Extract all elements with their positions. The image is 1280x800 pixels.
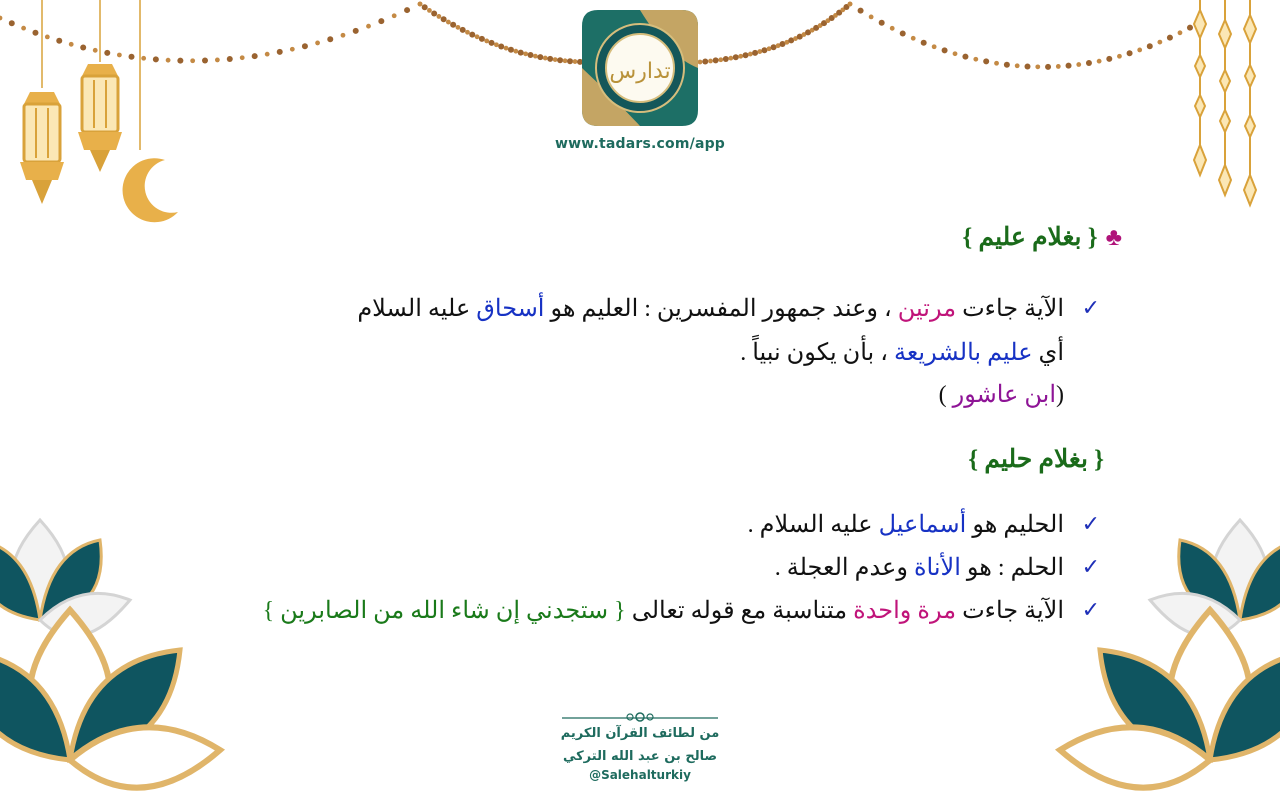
garland-bead xyxy=(45,35,50,40)
garland-bead xyxy=(869,15,874,20)
garland-bead xyxy=(418,2,423,7)
checkmark-icon: ✓ xyxy=(1081,512,1100,537)
garland-bead xyxy=(911,36,916,41)
garland-bead xyxy=(427,8,432,13)
section2-point-1 xyxy=(747,510,1100,539)
section1-point-1 xyxy=(357,294,1100,323)
website-url[interactable]: www.tadars.com/app xyxy=(554,136,726,152)
section1-heading-text: { بغلام عليم } xyxy=(962,224,1098,251)
garland-bead xyxy=(202,58,208,64)
checkmark-icon: ✓ xyxy=(1081,296,1100,321)
text: الآية جاءت xyxy=(956,296,1064,322)
garland-bead xyxy=(761,47,767,53)
garland-bead xyxy=(441,16,447,22)
quran-verse: { ستجدني إن شاء الله من الصابرين } xyxy=(262,598,626,624)
garland-bead xyxy=(315,41,320,46)
highlight-twice: مرتين xyxy=(897,296,957,322)
text: ، بأن يكون نبياً . xyxy=(740,340,894,366)
section2-heading: { بغلام حليم } xyxy=(968,446,1104,473)
garland-bead xyxy=(327,36,333,42)
garland-bead xyxy=(1187,25,1193,31)
garland-bead xyxy=(479,36,485,42)
highlight-anah: الأناة xyxy=(913,555,961,581)
checkmark-icon: ✓ xyxy=(1081,598,1100,623)
garland-bead xyxy=(718,57,723,62)
garland-bead xyxy=(240,55,245,60)
garland-bead xyxy=(1127,50,1133,56)
section2-point-3 xyxy=(262,596,1100,625)
garland-bead xyxy=(341,33,346,38)
section2-point-2 xyxy=(774,553,1100,582)
garland-bead xyxy=(533,54,538,59)
garland-bead xyxy=(56,38,62,44)
flower-ornament-bottom-left xyxy=(0,520,220,788)
section1-heading xyxy=(962,222,1122,252)
garland-bead xyxy=(1167,35,1173,41)
checkmark-icon: ✓ xyxy=(1081,555,1100,580)
footer-series-title: من لطائف القرآن الكريم xyxy=(560,726,720,741)
text: الحليم هو xyxy=(966,512,1064,538)
source-name: ابن عاشور xyxy=(952,382,1056,408)
garland-bead xyxy=(543,56,548,61)
garland-bead xyxy=(190,58,195,63)
garland-bead xyxy=(547,56,553,62)
garland-bead xyxy=(1106,56,1112,62)
garland-bead xyxy=(141,56,146,61)
garland-bead xyxy=(567,58,573,64)
garland-bead xyxy=(557,57,563,63)
garland-bead xyxy=(848,2,853,7)
garland-bead xyxy=(177,58,183,64)
garland-bead xyxy=(953,51,958,56)
paren-open: ( xyxy=(1056,382,1064,408)
garland-bead xyxy=(1147,43,1153,49)
app-logo[interactable] xyxy=(578,6,702,130)
text: وعدم العجلة . xyxy=(774,555,914,581)
garland-bead xyxy=(277,49,283,55)
garland-left xyxy=(0,8,432,65)
garland-bead xyxy=(1015,63,1020,68)
section1-source xyxy=(939,380,1064,409)
garland-bead xyxy=(117,53,122,58)
garland-bead xyxy=(252,53,258,59)
garland-bead xyxy=(460,27,466,33)
garland-bead xyxy=(378,18,384,24)
garland-bead xyxy=(422,4,428,10)
text: ، وعند جمهور المفسرين : العليم هو xyxy=(544,296,898,322)
footer-handle[interactable]: @Salehalturkiy xyxy=(589,768,691,782)
garland-bead xyxy=(890,26,895,31)
garland-bead xyxy=(508,47,514,53)
garland-bead xyxy=(563,58,568,63)
garland-bead xyxy=(80,44,86,50)
garland-bead xyxy=(450,22,456,28)
highlight-ishaq: أسحاق xyxy=(476,296,545,322)
garland-bead xyxy=(302,43,308,49)
garland-bead xyxy=(733,54,739,60)
club-suit-icon: ♣ xyxy=(1105,224,1122,251)
text: الآية جاءت xyxy=(956,598,1064,624)
garland-bead xyxy=(523,51,528,56)
garland-bead xyxy=(748,52,753,57)
garland-bead xyxy=(1045,64,1051,70)
text: عليه السلام xyxy=(357,296,477,322)
garland-bead xyxy=(498,44,504,50)
garland-bead xyxy=(518,50,524,56)
garland-bead xyxy=(436,14,441,19)
garland-bead xyxy=(0,16,2,21)
garland-bead xyxy=(1056,64,1061,69)
garland-bead xyxy=(973,57,978,62)
garland-bead xyxy=(353,28,359,34)
garland-bead xyxy=(708,59,713,64)
svg-text:تدارس: تدارس xyxy=(609,59,671,84)
garland-bead xyxy=(215,58,220,63)
garland-bead xyxy=(1076,62,1081,67)
garland-bead xyxy=(69,42,74,47)
garland-bead xyxy=(942,47,948,53)
garland-bead xyxy=(404,7,410,13)
text: متناسبة مع قوله تعالى xyxy=(625,598,854,624)
text: الحلم : هو xyxy=(960,555,1064,581)
garland-bead xyxy=(513,49,518,54)
garland-bead xyxy=(104,50,110,56)
garland-bead xyxy=(771,44,777,50)
highlight-sharia: عليم بالشريعة xyxy=(893,340,1033,366)
garland-bead xyxy=(713,57,719,63)
garland-bead xyxy=(723,56,729,62)
hanging-diamonds-right xyxy=(1194,0,1256,205)
section1-point-1-line2 xyxy=(740,338,1064,367)
garland-bead xyxy=(1025,64,1031,70)
garland-bead xyxy=(743,52,749,58)
garland-bead xyxy=(431,10,437,16)
garland-bead xyxy=(1004,62,1010,68)
garland-bead xyxy=(9,20,15,26)
garland-bead xyxy=(728,56,733,61)
lantern-left-2 xyxy=(78,0,122,172)
garland-bead xyxy=(494,42,499,47)
garland-bead xyxy=(475,34,480,39)
garland-bead xyxy=(469,32,475,38)
garland-bead xyxy=(858,8,864,14)
garland-bead xyxy=(227,56,233,62)
garland-bead xyxy=(21,26,26,31)
garland-bead xyxy=(962,54,968,60)
garland-bead xyxy=(1035,64,1040,69)
garland-bead xyxy=(1157,40,1162,45)
garland-bead xyxy=(537,54,543,60)
text: أي xyxy=(1032,340,1064,366)
garland-bead xyxy=(1097,59,1102,64)
garland-bead xyxy=(738,54,743,59)
garland-bead xyxy=(932,44,937,49)
text: عليه السلام . xyxy=(747,512,879,538)
garland-bead xyxy=(32,30,38,36)
garland-bead xyxy=(166,58,171,63)
garland-bead xyxy=(504,46,509,51)
garland-bead xyxy=(553,57,558,62)
garland-bead xyxy=(573,59,578,64)
garland-bead xyxy=(366,24,371,29)
garland-bead xyxy=(528,52,534,58)
garland-bead xyxy=(129,54,135,60)
garland-bead xyxy=(900,30,906,36)
garland-bead xyxy=(1178,30,1183,35)
garland-bead xyxy=(446,20,451,25)
garland-bead xyxy=(1066,63,1072,69)
garland-bead xyxy=(456,25,461,30)
garland-bead xyxy=(994,61,999,66)
garland-bead xyxy=(153,56,159,62)
garland-bead xyxy=(702,59,708,65)
footer xyxy=(550,714,730,782)
garland-bead xyxy=(392,13,397,18)
garland-bead xyxy=(879,20,885,26)
garland-bead xyxy=(265,52,270,57)
garland-bead xyxy=(1137,48,1142,53)
garland-bead xyxy=(1117,54,1122,59)
garland-bead xyxy=(921,40,927,46)
garland-bead xyxy=(1086,60,1092,66)
lantern-left-1 xyxy=(20,0,64,204)
highlight-once: مرة واحدة xyxy=(853,598,957,624)
paren-close: ) xyxy=(938,382,953,408)
garland-bead xyxy=(93,48,98,53)
garland-bead xyxy=(489,40,495,46)
footer-author: صالح بن عبد الله التركي xyxy=(562,749,718,764)
garland-bead xyxy=(290,47,295,52)
highlight-ismail: أسماعيل xyxy=(878,512,967,538)
garland-bead xyxy=(983,58,989,64)
garland-bead xyxy=(484,39,489,44)
garland-bead xyxy=(752,50,758,56)
garland-bead xyxy=(465,30,470,35)
crescent-moon xyxy=(123,0,178,222)
